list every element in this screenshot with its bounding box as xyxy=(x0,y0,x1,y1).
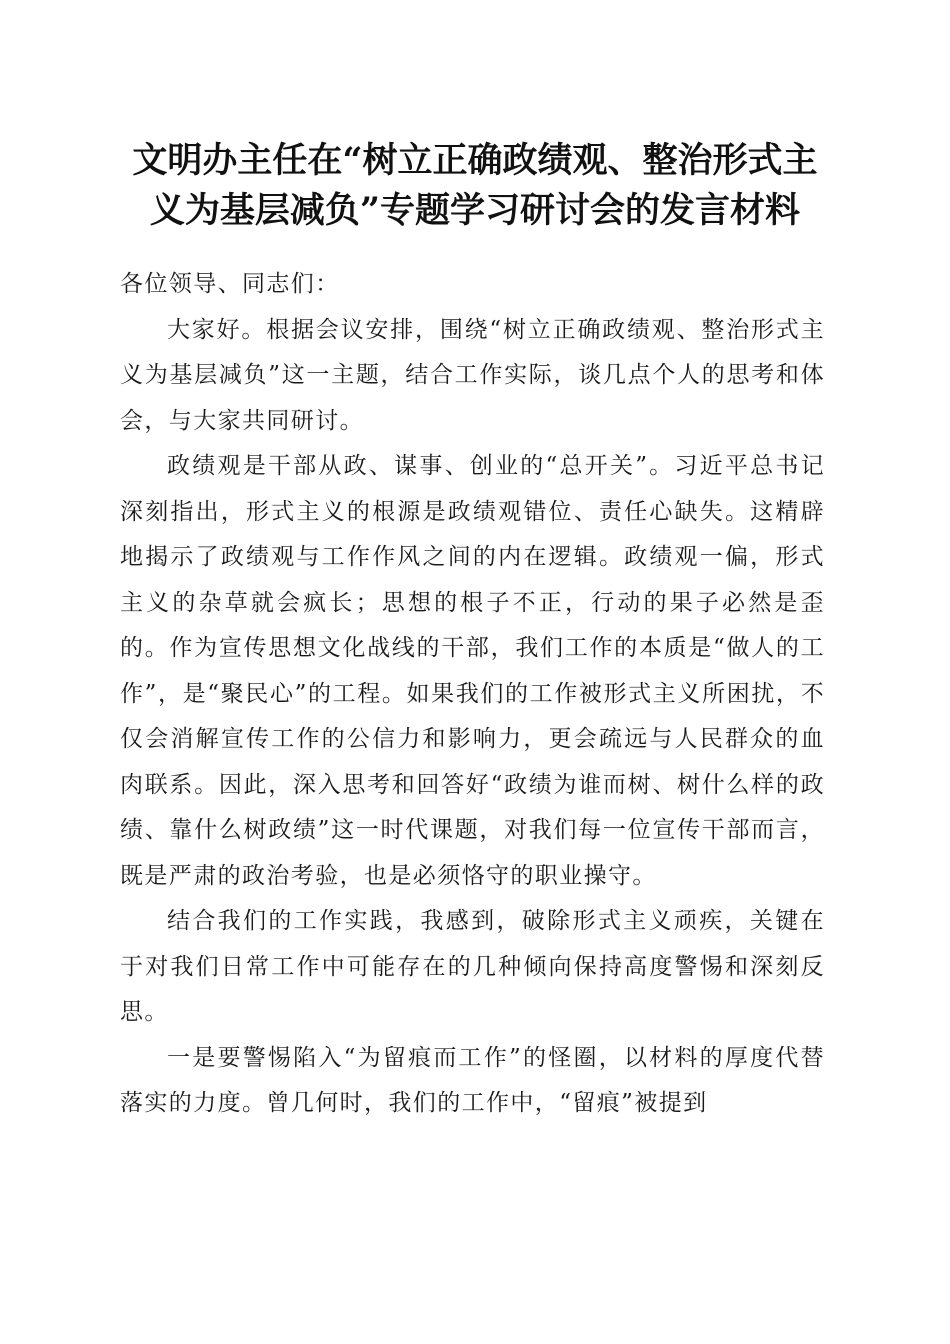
document-body xyxy=(120,262,825,1127)
paragraph-point-one: 一是要警惕陷入“为留痕而工作”的怪圈，以材料的厚度代替落实的力度。曾几何时，我们的工作中，“留痕”被提到 xyxy=(120,1044,825,1116)
paragraph-greeting: 大家好。根据会议安排，围绕“树立正确政绩观、整治形式主义为基层减负”这一主题，结合工作实际，谈几点个人的思考和体会，与大家共同研讨。 xyxy=(120,316,825,434)
title-line-1: 文明办主任在“树立正确政绩观、整治形式主 xyxy=(132,140,818,181)
paragraph-work-practice: 结合我们的工作实践，我感到，破除形式主义顽疾，关键在于对我们日常工作中可能存在的几种倾向保持高度警惕和深刻反思。 xyxy=(120,908,825,1025)
paragraph-performance-view: 政绩观是干部从政、谋事、创业的“总开关”。习近平总书记深刻指出，形式主义的根源是政绩观错位、责任心缺失。这精辟地揭示了政绩观与工作作风之间的内在逻辑。政绩观一偏，形式主义的杂草就会疯长；思想的根子不正，行动的果子必然是歪的。作为宣传思想文化战线的干部，我们工作的本质是“做人的工作”，是“聚民心”的工程。如果我们的工作被形式主义所困扰，不仅会消解宣传工作的公信力和影响力，更会疏远与人民群众的血肉联系。因此，深入思考和回答好“政绩为谁而树、树什么样的政绩、靠什么树政绩”这一时代课题，对我们每一位宣传干部而言，既是严肃的政治考验，也是必须恪守的职业操守。 xyxy=(120,453,825,889)
salutation: 各位领导、同志们： xyxy=(120,271,340,297)
document-title xyxy=(110,136,840,236)
title-line-2: 义为基层减负”专题学习研讨会的发言材料 xyxy=(149,190,801,231)
